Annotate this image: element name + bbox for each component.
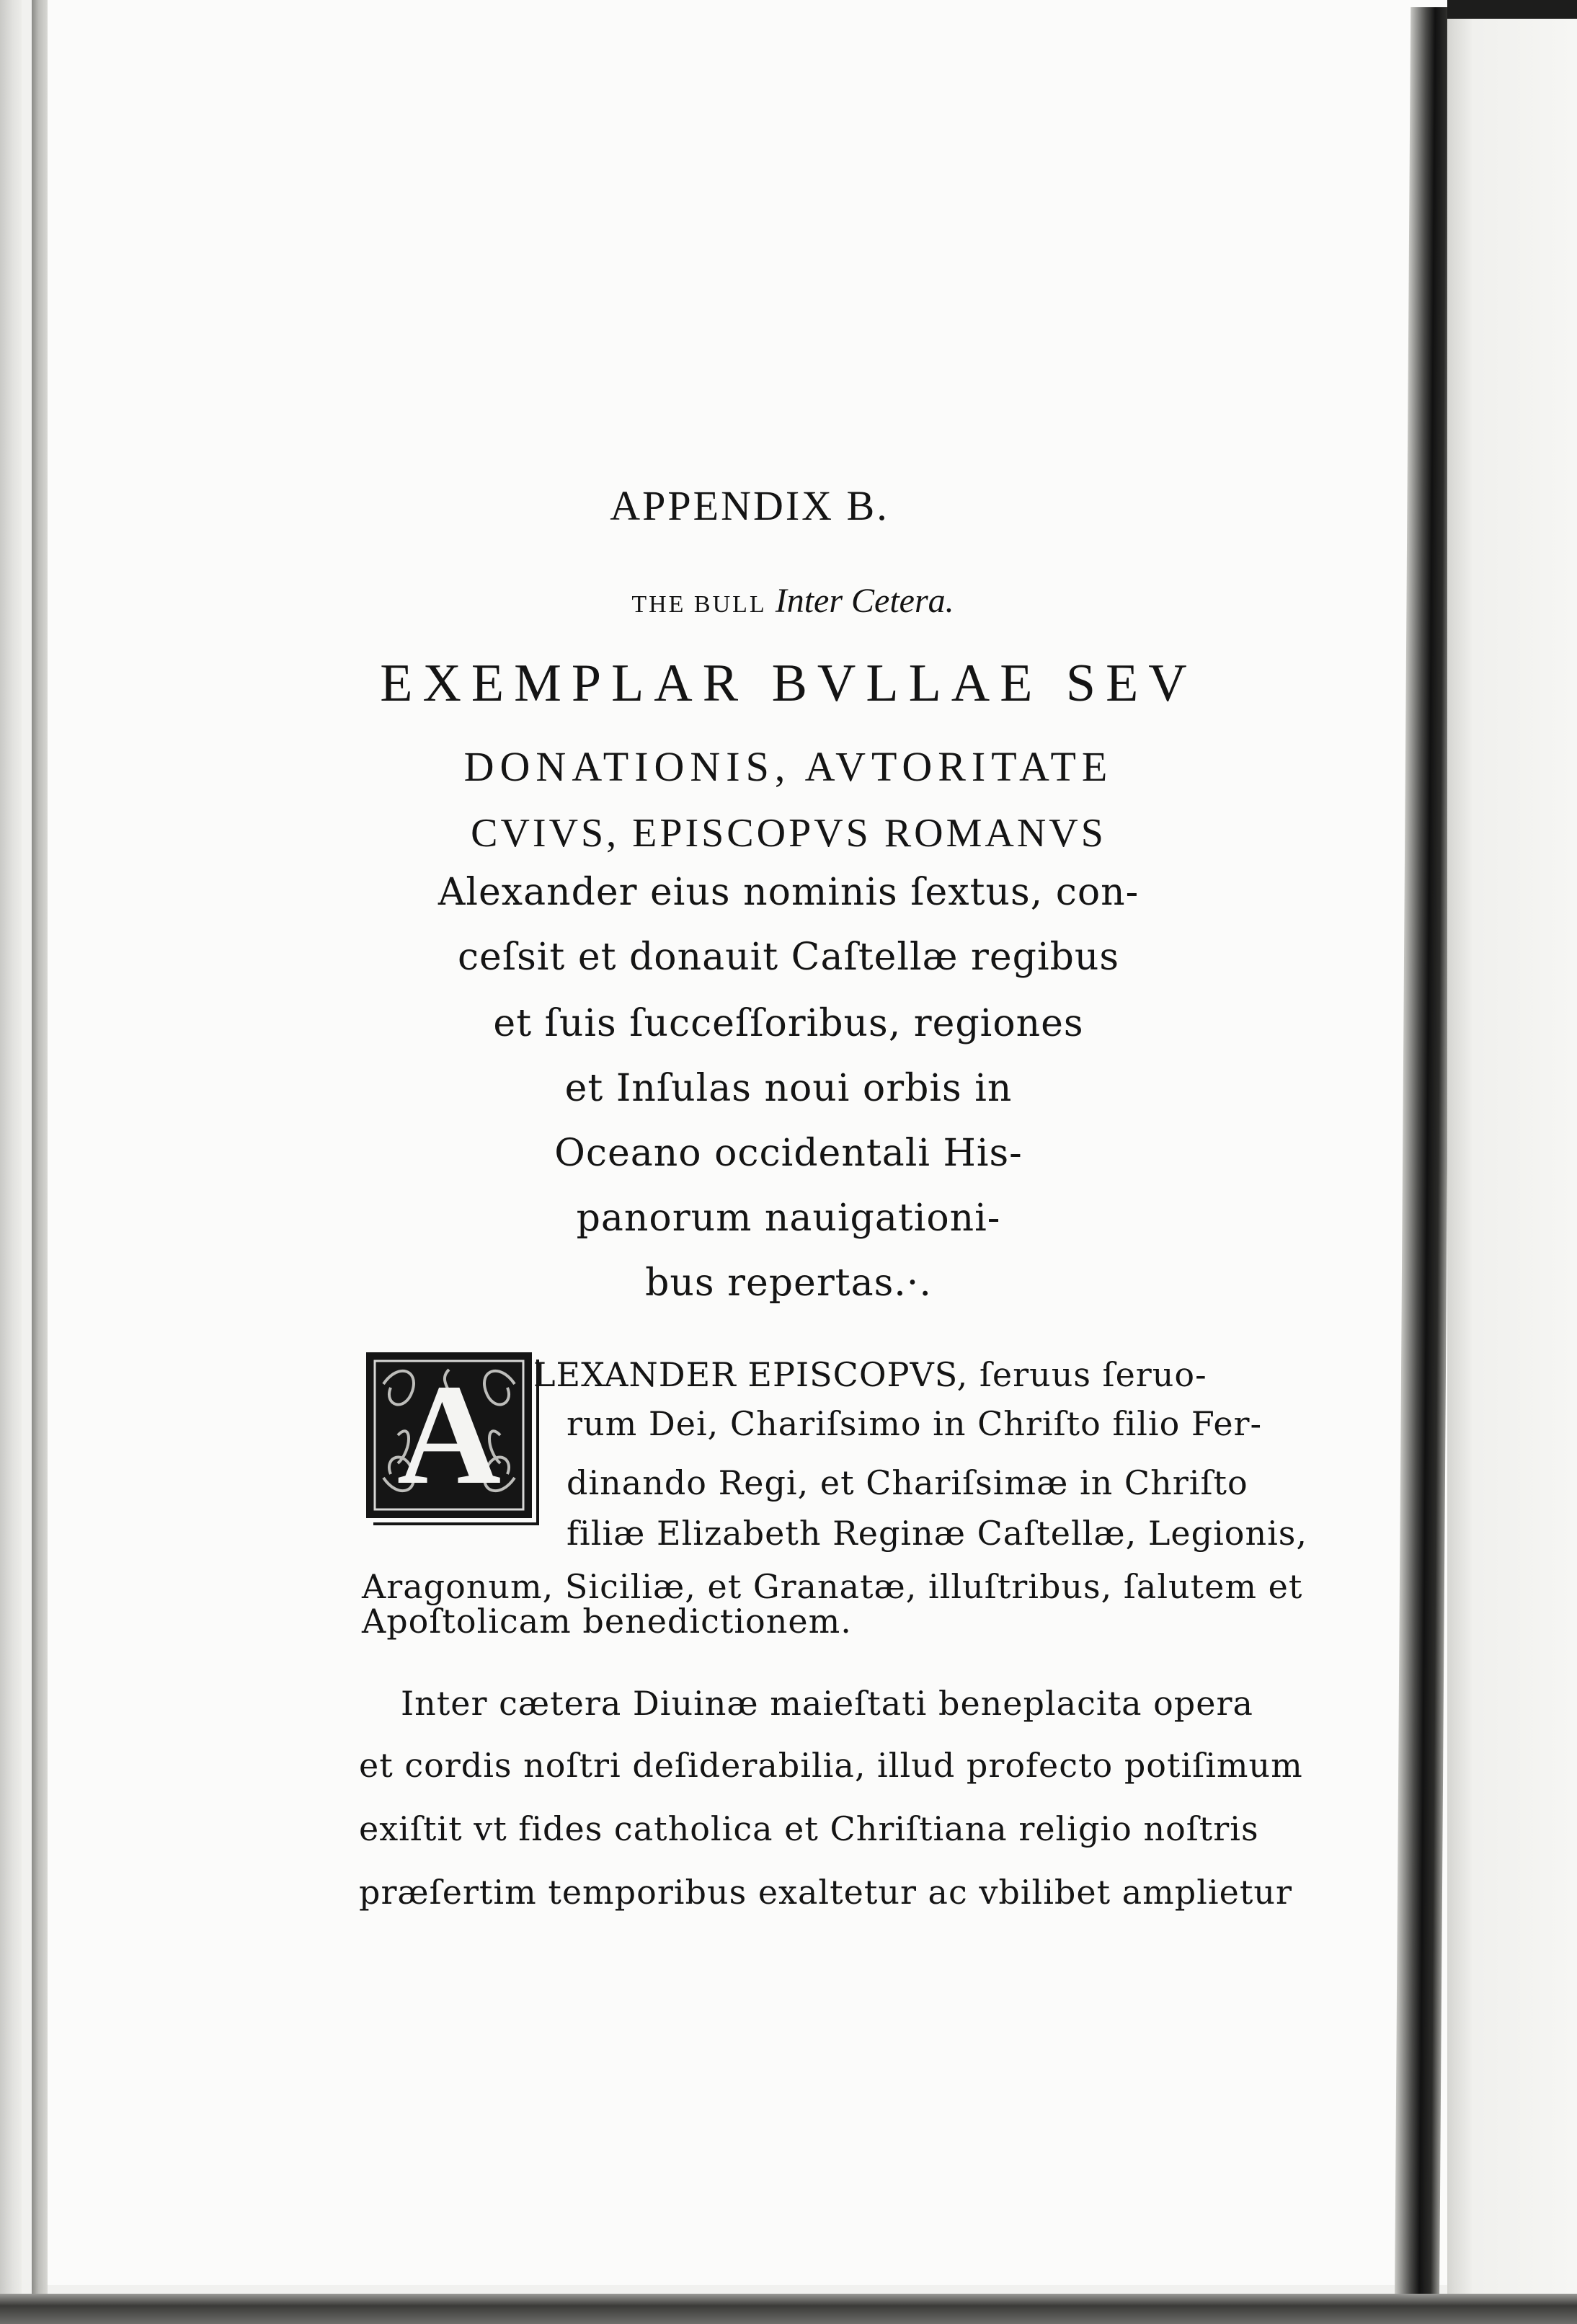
opening-line-5: Aragonum, Siciliæ, et Granatæ, illuſtribus, ſalutem et xyxy=(362,1567,1303,1606)
bull-name: Inter Cetera. xyxy=(775,582,954,620)
opening-line-3: dinando Regi, et Chariſsimæ in Chriſto xyxy=(567,1463,1248,1502)
bull-prefix: THE BULL xyxy=(631,591,767,618)
title-line-5: ceſsit et donauit Caſtellæ regibus xyxy=(457,936,1120,979)
ornamental-drop-cap xyxy=(366,1352,532,1518)
title-line-3: CVIVS, EPISCOPVS ROMANVS xyxy=(471,811,1106,856)
opening-line-2: rum Dei, Chariſsimo in Chriſto filio Fer- xyxy=(567,1404,1263,1443)
opening-line-1: LEXANDER EPISCOPVS, ſeruus ſeruo- xyxy=(533,1355,1207,1394)
scan-top-band xyxy=(1447,0,1577,19)
paragraph-line-3: exiſtit vt fides catholica et Chriſtiana religio noſtris xyxy=(359,1809,1259,1848)
opening-line-4: filiæ Elizabeth Reginæ Caſtellæ, Legionis, xyxy=(567,1514,1308,1553)
drop-cap-letter: A xyxy=(396,1355,502,1514)
title-line-7: et Inſulas noui orbis in xyxy=(564,1067,1013,1110)
title-line-2: DONATIONIS, AVTORITATE xyxy=(463,743,1114,790)
paragraph-line-2: et cordis noſtri deſiderabilia, illud profecto potiſimum xyxy=(359,1746,1303,1785)
title-line-4: Alexander eius nominis ſextus, con- xyxy=(437,871,1140,914)
opening-line-6: Apoſtolicam benedictionem. xyxy=(362,1602,852,1641)
title-line-8: Oceano occidentali His- xyxy=(554,1132,1023,1175)
scan-bottom-band xyxy=(0,2294,1577,2324)
paragraph-line-1: Inter cætera Diuinæ maieſtati beneplacita opera xyxy=(401,1684,1253,1723)
title-line-6: et ſuis ſucceſſoribus, regiones xyxy=(493,1002,1084,1045)
title-line-1: EXEMPLAR BVLLAE SEV xyxy=(380,654,1197,713)
appendix-title: APPENDIX B. xyxy=(610,482,889,529)
title-line-10: bus repertas.·. xyxy=(645,1261,932,1305)
bull-heading xyxy=(0,581,1577,621)
paragraph-line-4: præſertim temporibus exaltetur ac vbilibet amplietur xyxy=(359,1873,1292,1912)
title-line-9: panorum nauigationi- xyxy=(576,1197,1001,1240)
